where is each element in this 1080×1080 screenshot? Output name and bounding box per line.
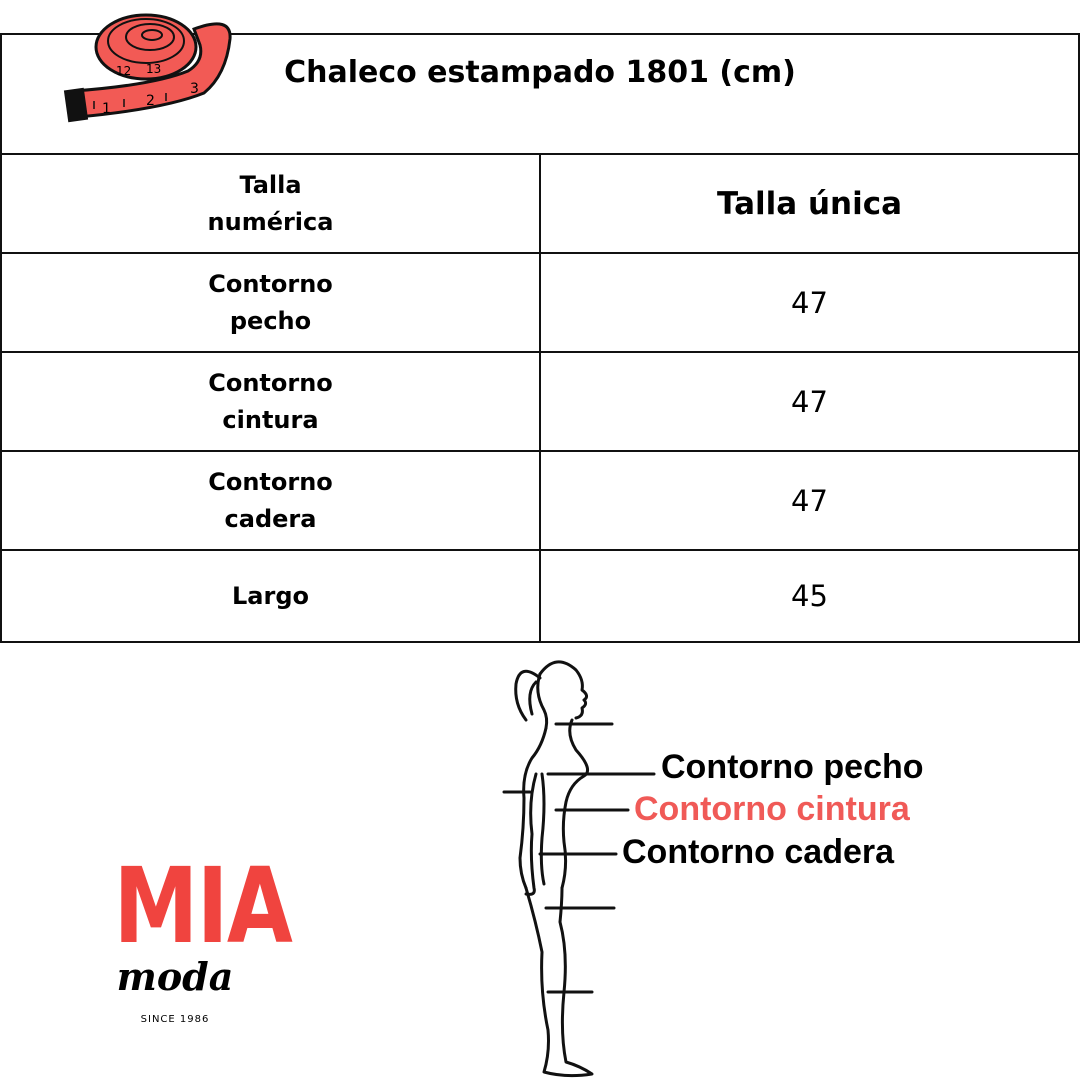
row-value-hip: 47 xyxy=(540,451,1079,550)
label-chest: Contorno pecho xyxy=(661,748,924,786)
row-label-waist xyxy=(1,352,540,451)
header-label-line1: Talla xyxy=(239,170,302,199)
svg-text:13: 13 xyxy=(146,62,162,76)
header-label-line2: numérica xyxy=(207,207,334,236)
size-table xyxy=(0,33,1080,643)
row-label-line1: Largo xyxy=(232,581,309,610)
table-row xyxy=(1,352,1079,451)
row-label-line2: cintura xyxy=(222,405,319,434)
table-title: Chaleco estampado 1801 (cm) xyxy=(284,55,796,90)
row-label-hip xyxy=(1,451,540,550)
title-row xyxy=(1,34,1079,154)
title-cell xyxy=(1,34,1079,154)
header-label xyxy=(1,154,540,253)
table-row xyxy=(1,550,1079,642)
svg-text:1: 1 xyxy=(102,101,111,117)
logo-since: SINCE 1986 xyxy=(140,1014,210,1025)
row-label-chest xyxy=(1,253,540,352)
logo-sub: moda xyxy=(116,954,234,999)
row-label-line1: Contorno xyxy=(208,368,333,397)
row-label-line2: pecho xyxy=(229,306,312,335)
svg-text:3: 3 xyxy=(190,81,199,97)
row-label-length xyxy=(1,550,540,642)
brand-logo xyxy=(100,845,292,1025)
row-value-waist: 47 xyxy=(540,352,1079,451)
header-row xyxy=(1,154,1079,253)
row-value-chest: 47 xyxy=(540,253,1079,352)
row-label-line2: cadera xyxy=(224,504,317,533)
svg-text:2: 2 xyxy=(146,93,155,109)
logo-main: MIA xyxy=(113,845,292,967)
row-label-line1: Contorno xyxy=(208,467,333,496)
table-row xyxy=(1,451,1079,550)
label-hip: Contorno cadera xyxy=(622,833,895,871)
header-value: Talla única xyxy=(540,154,1079,253)
svg-text:12: 12 xyxy=(116,64,132,78)
table-row xyxy=(1,253,1079,352)
label-waist: Contorno cintura xyxy=(634,790,910,828)
row-value-length: 45 xyxy=(540,550,1079,642)
row-label-line1: Contorno xyxy=(208,269,333,298)
